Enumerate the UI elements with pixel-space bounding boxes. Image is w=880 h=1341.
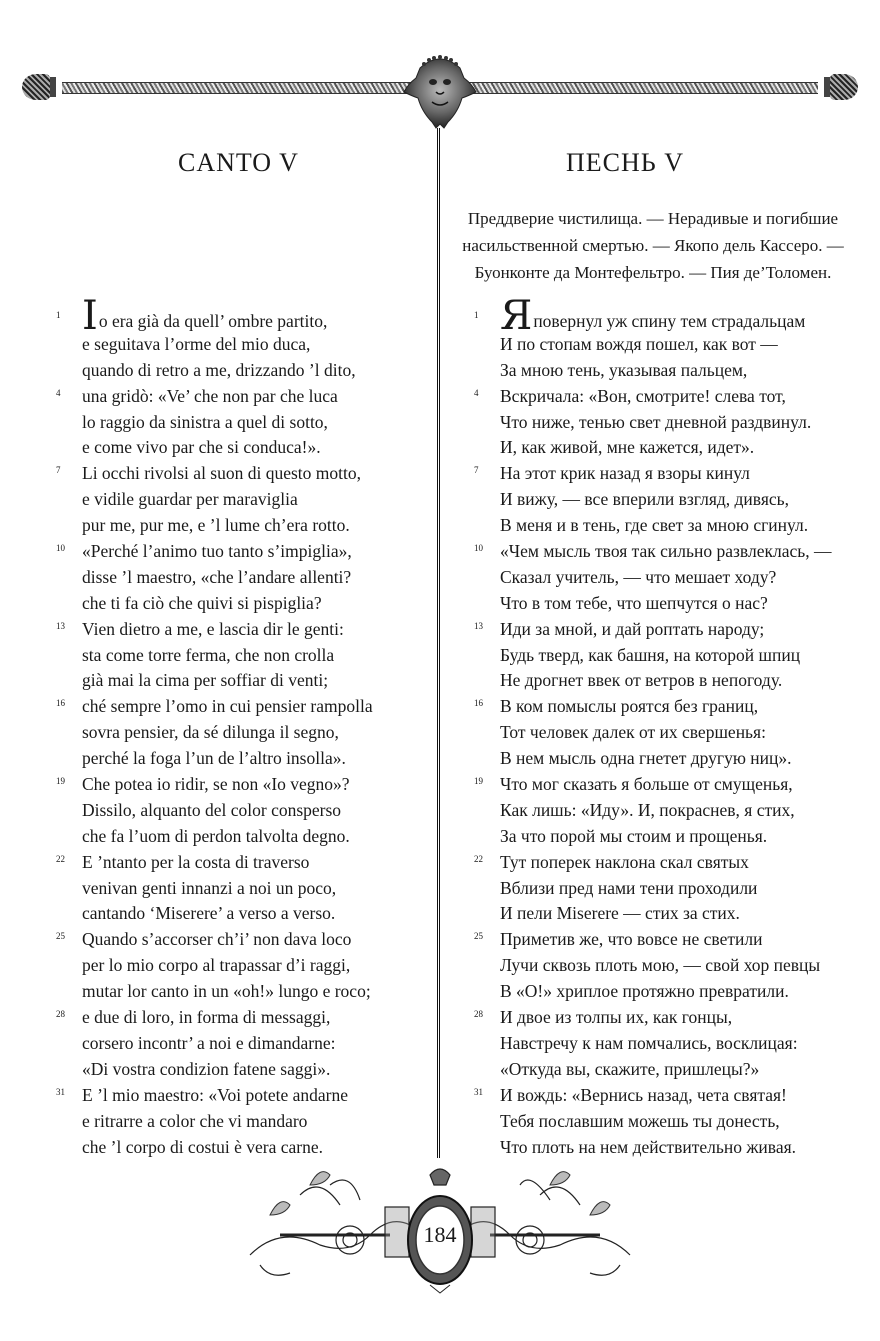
verse-line bbox=[56, 1031, 426, 1057]
verse-text: И пели Miserere — стих за стих. bbox=[500, 903, 740, 924]
verse-text: disse ’l maestro, «che l’andare allenti? bbox=[82, 566, 352, 587]
verse-line bbox=[474, 435, 854, 461]
verse-text: Как лишь: «Иду». И, покраснев, я стих, bbox=[500, 799, 795, 820]
verse-line bbox=[474, 513, 854, 539]
verse-line bbox=[474, 720, 854, 746]
verse-line bbox=[56, 876, 426, 902]
verse-number: 28 bbox=[56, 1009, 65, 1020]
verse-line bbox=[474, 539, 854, 565]
verse-text: Vien dietro a me, e lascia dir le genti: bbox=[82, 618, 344, 639]
russian-verse-column bbox=[474, 293, 854, 1160]
verse-line bbox=[56, 332, 426, 358]
verse-line bbox=[56, 410, 426, 436]
verse-text: В ком помыслы роятся без границ, bbox=[500, 696, 759, 717]
verse-text: una gridò: «Ve’ che non par che luca bbox=[82, 385, 338, 406]
verse-line bbox=[474, 1005, 854, 1031]
verse-line bbox=[56, 1109, 426, 1135]
verse-text: che ’l corpo di costui è vera carne. bbox=[82, 1136, 323, 1157]
canto-argument: Преддверие чистилища. — Нерадивые и погибшие насильственной смертью. — Якопо дель Кассеро. — Буонконте да Монтефельтро. — Пия де’Толомен. bbox=[462, 209, 844, 282]
verse-text: Che potea io ridir, se non «Io vegno»? bbox=[82, 774, 350, 795]
verse-text: che ti fa ciò che quivi si pispiglia? bbox=[82, 592, 322, 613]
verse-number: 7 bbox=[56, 465, 61, 476]
verse-text: e vidile guardar per maraviglia bbox=[82, 489, 298, 510]
verse-line bbox=[56, 461, 426, 487]
verse-text: Будь тверд, как башня, на которой шпиц bbox=[500, 644, 801, 665]
verse-text: cantando ‘Miserere’ a verso a verso. bbox=[82, 903, 336, 924]
verse-number: 31 bbox=[474, 1086, 483, 1097]
verse-line bbox=[474, 461, 854, 487]
page-number: 184 bbox=[423, 1222, 457, 1247]
verse-number: 1 bbox=[56, 310, 61, 320]
verse-text: e ritrarre a color che vi mandaro bbox=[82, 1110, 308, 1131]
verse-text: Навстречу к нам помчались, восклицая: bbox=[500, 1032, 798, 1053]
verse-line bbox=[474, 694, 854, 720]
verse-line bbox=[474, 876, 854, 902]
verse-line bbox=[474, 953, 854, 979]
verse-line bbox=[56, 694, 426, 720]
verse-line bbox=[474, 979, 854, 1005]
verse-text: На этот крик назад я взоры кинул bbox=[500, 463, 750, 484]
verse-text: Лучи сквозь плоть мою, — свой хор певцы bbox=[500, 955, 821, 976]
verse-line bbox=[474, 1031, 854, 1057]
verse-line bbox=[474, 1083, 854, 1109]
lion-mask-ornament-icon bbox=[398, 50, 482, 130]
verse-text: E ’ntanto per la costa di traverso bbox=[82, 851, 310, 872]
verse-line bbox=[474, 824, 854, 850]
verse-text: В «О!» хриплое протяжно превратили. bbox=[500, 981, 789, 1002]
verse-line bbox=[56, 1005, 426, 1031]
verse-number: 25 bbox=[474, 931, 483, 942]
verse-line bbox=[56, 720, 426, 746]
verse-text: sta come torre ferma, che non crolla bbox=[82, 644, 335, 665]
verse-line bbox=[474, 617, 854, 643]
verse-text: Что в том тебе, что шепчутся о нас? bbox=[500, 592, 768, 613]
verse-text: И вождь: «Вернись назад, чета святая! bbox=[500, 1084, 787, 1105]
verse-text: o era già da quell’ ombre partito, bbox=[98, 311, 328, 331]
right-finial-icon bbox=[822, 74, 858, 100]
verse-text: ché sempre l’omo in cui pensier rampolla bbox=[82, 696, 373, 717]
verse-text: За мною тень, указывая пальцем, bbox=[500, 359, 748, 380]
verse-line bbox=[474, 1057, 854, 1083]
verse-line bbox=[56, 979, 426, 1005]
verse-number: 31 bbox=[56, 1086, 65, 1097]
verse-line bbox=[56, 746, 426, 772]
verse-line bbox=[56, 591, 426, 617]
verse-line bbox=[56, 643, 426, 669]
verse-text: mutar lor canto in un «oh!» lungo e roco; bbox=[82, 981, 371, 1002]
verse-line bbox=[56, 513, 426, 539]
verse-number: 22 bbox=[474, 853, 483, 864]
left-finial-icon bbox=[22, 74, 58, 100]
verse-number: 10 bbox=[56, 543, 65, 554]
column-divider bbox=[437, 128, 440, 1158]
verse-text: Тут поперек наклона скал святых bbox=[500, 851, 749, 872]
verse-line bbox=[474, 668, 854, 694]
verse-line bbox=[474, 643, 854, 669]
verse-text: «Откуда вы, скажите, пришлецы?» bbox=[500, 1058, 760, 1079]
verse-text: И, как живой, мне кажется, идет». bbox=[500, 437, 755, 458]
verse-text: e come vivo par che si conduca!». bbox=[82, 437, 321, 458]
verse-line bbox=[474, 384, 854, 410]
verse-text: per lo mio corpo al trapassar d’i raggi, bbox=[82, 955, 351, 976]
verse-text: corsero incontr’ a noi e dimandarne: bbox=[82, 1032, 336, 1053]
verse-line bbox=[56, 824, 426, 850]
verse-text: Иди за мной, и дай роптать народу; bbox=[500, 618, 765, 639]
verse-line bbox=[474, 772, 854, 798]
verse-text: Вскричала: «Вон, смотрите! слева тот, bbox=[500, 385, 786, 406]
verse-line bbox=[474, 358, 854, 384]
verse-number: 19 bbox=[56, 776, 65, 787]
verse-text: «Чем мысль твоя так сильно развлеклась, — bbox=[500, 541, 832, 562]
verse-text: И двое из толпы их, как гонцы, bbox=[500, 1007, 733, 1028]
verse-line bbox=[474, 293, 854, 339]
verse-text: Тот человек далек от их свершенья: bbox=[500, 722, 766, 743]
verse-line bbox=[474, 746, 854, 772]
verse-line bbox=[56, 901, 426, 927]
italian-verse-column bbox=[56, 293, 426, 1160]
verse-number: 13 bbox=[474, 620, 483, 631]
verse-line bbox=[56, 617, 426, 643]
verse-line bbox=[56, 850, 426, 876]
italian-canto-title: CANTO V bbox=[178, 148, 299, 177]
verse-text: quando di retro a me, drizzando ’l dito, bbox=[82, 359, 356, 380]
verse-text: Dissilo, alquanto del color consperso bbox=[82, 799, 342, 820]
verse-line bbox=[56, 772, 426, 798]
verse-number: 13 bbox=[56, 620, 65, 631]
verse-text: e seguitava l’orme del mio duca, bbox=[82, 333, 311, 354]
verse-text: già mai la cima per soffiar di venti; bbox=[82, 670, 329, 691]
verse-line bbox=[56, 487, 426, 513]
verse-text: Не дрогнет ввек от ветров в непогоду. bbox=[500, 670, 783, 691]
verse-line bbox=[56, 1083, 426, 1109]
verse-text: И вижу, — все вперили взгляд, дивясь, bbox=[500, 489, 789, 510]
verse-number: 19 bbox=[474, 776, 483, 787]
verse-line bbox=[474, 850, 854, 876]
verse-text: Сказал учитель, — что мешает ходу? bbox=[500, 566, 777, 587]
verse-text: В меня и в тень, где свет за мною сгинул. bbox=[500, 515, 809, 536]
verse-number: 7 bbox=[474, 465, 479, 476]
verse-text: lo raggio da sinistra a quel di sotto, bbox=[82, 411, 328, 432]
verse-line bbox=[56, 1057, 426, 1083]
drop-cap: Я bbox=[500, 293, 533, 339]
verse-number: 16 bbox=[56, 698, 65, 709]
verse-text: venivan genti innanzi a noi un poco, bbox=[82, 877, 337, 898]
verse-line bbox=[474, 591, 854, 617]
verse-line bbox=[56, 293, 426, 339]
verse-text: Что мог сказать я больше от смущенья, bbox=[500, 774, 793, 795]
verse-line bbox=[56, 953, 426, 979]
verse-text: В нем мысль одна гнетет другую ниц». bbox=[500, 748, 792, 769]
russian-canto-title: ПЕСНЬ V bbox=[566, 148, 684, 177]
verse-line bbox=[56, 358, 426, 384]
verse-text: повернул уж спину тем страдальцам bbox=[533, 311, 806, 331]
verse-line bbox=[56, 927, 426, 953]
drop-cap: I bbox=[82, 293, 98, 339]
verse-line bbox=[56, 565, 426, 591]
verse-text: perché la foga l’un de l’altro insolla». bbox=[82, 748, 346, 769]
verse-text: E ’l mio maestro: «Voi potete andarne bbox=[82, 1084, 348, 1105]
verse-text: Li occhi rivolsi al suon di questo motto, bbox=[82, 463, 362, 484]
verse-number: 4 bbox=[56, 387, 61, 398]
verse-text: За что порой мы стоим и прощенья. bbox=[500, 825, 768, 846]
verse-line bbox=[56, 798, 426, 824]
verse-number: 1 bbox=[474, 310, 479, 320]
verse-text: «Di vostra condizion fatene saggi». bbox=[82, 1058, 331, 1079]
verse-line bbox=[474, 565, 854, 591]
verse-text: Что ниже, тенью свет дневной раздвинул. bbox=[500, 411, 812, 432]
verse-line bbox=[474, 487, 854, 513]
verse-number: 10 bbox=[474, 543, 483, 554]
verse-text: che fa l’uom di perdon talvolta degno. bbox=[82, 825, 350, 846]
verse-text: sovra pensier, da sé dilunga il segno, bbox=[82, 722, 339, 743]
verse-text: И по стопам вождя пошел, как вот — bbox=[500, 333, 778, 354]
verse-line bbox=[56, 384, 426, 410]
verse-number: 25 bbox=[56, 931, 65, 942]
verse-line bbox=[474, 798, 854, 824]
verse-number: 22 bbox=[56, 853, 65, 864]
verse-number: 16 bbox=[474, 698, 483, 709]
verse-line bbox=[474, 410, 854, 436]
verse-line bbox=[474, 901, 854, 927]
verse-text: Приметив же, что вовсе не светили bbox=[500, 929, 763, 950]
verse-line bbox=[474, 927, 854, 953]
verse-text: Вблизи пред нами тени проходили bbox=[500, 877, 758, 898]
verse-line bbox=[56, 435, 426, 461]
verse-text: e due di loro, in forma di messaggi, bbox=[82, 1007, 331, 1028]
verse-text: pur me, pur me, e ’l lume ch’era rotto. bbox=[82, 515, 350, 536]
verse-line bbox=[56, 668, 426, 694]
verse-line bbox=[56, 539, 426, 565]
verse-text: Тебя пославшим можешь ты донесть, bbox=[500, 1110, 780, 1131]
verse-line bbox=[474, 1109, 854, 1135]
verse-text: «Perché l’animo tuo tanto s’impiglia», bbox=[82, 541, 352, 562]
verse-text: Что плоть на нем действительно живая. bbox=[500, 1136, 797, 1157]
verse-line bbox=[474, 332, 854, 358]
verse-number: 4 bbox=[474, 387, 479, 398]
verse-text: Quando s’accorser ch’i’ non dava loco bbox=[82, 929, 352, 950]
verse-number: 28 bbox=[474, 1009, 483, 1020]
